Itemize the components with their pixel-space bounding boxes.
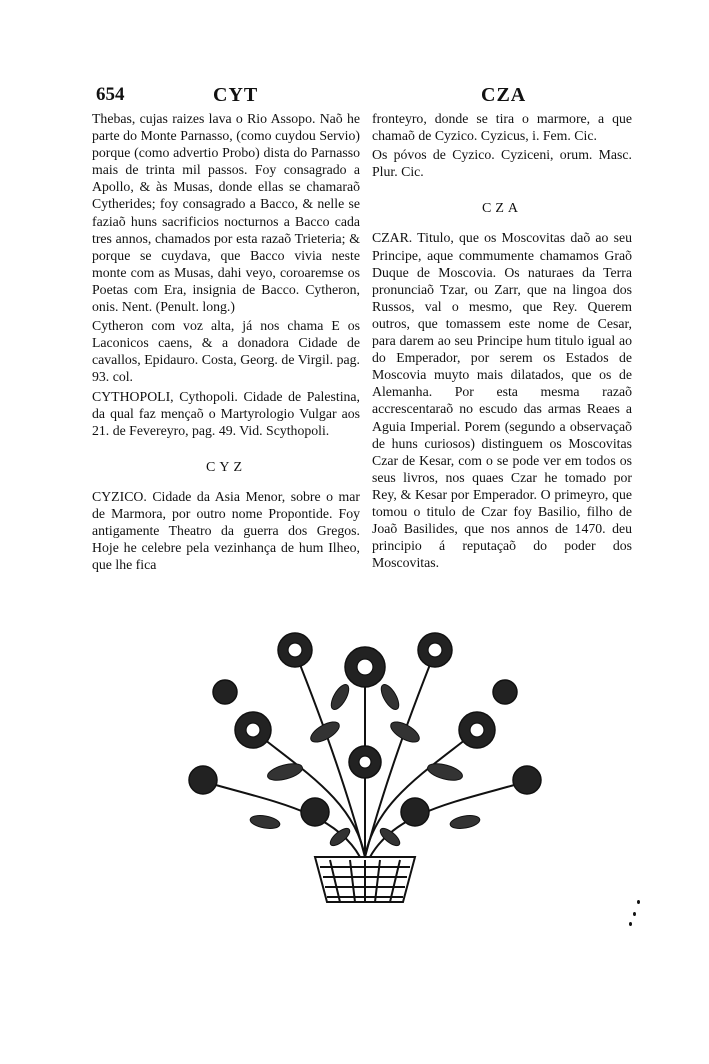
left-column bbox=[92, 110, 360, 575]
running-head-right: CZA bbox=[481, 84, 527, 106]
entry-paragraph: Cytheron com voz alta, já nos chama E os Laconicos caens, & a donadora Cidade de cavallos, Epidauro. Costa, Georg. de Virgil. pag. 93. col. bbox=[92, 318, 360, 385]
floral-basket-ornament bbox=[165, 612, 565, 912]
entry-paragraph: CYTHOPOLI, Cythopoli. Cidade de Palestina, da qual faz mençaõ o Martyrologio Vulgar aos 21. de Fevereyro, pag. 49. Vid. Scythopoli. bbox=[92, 388, 360, 438]
entry-paragraph: CYZICO. Cidade da Asia Menor, sobre o mar de Marmora, por outro nome Propontide. Foy antigamente Theatro da guerra dos Gregos. Hoje he celebre pela vezinhança de hum Ilheo, que lhe fica bbox=[92, 488, 360, 573]
entry-paragraph: Thebas, cujas raizes lava o Rio Assopo. Naõ he parte do Monte Parnasso, (como cuydou Servio) porque (como advertio Probo) dista do Parnasso mais de trinta mil passos. Foy consagrado a Apollo, & às Musas, donde ellas se chamaraõ Cytherides; foy consagrado a Bacco, & nelle se faziaõ huns sacrificios nocturnos a Bacco cada tres annos, chamados por esta razaõ Trieteria; & porque se cuydava, que Bacco vivia neste monte com as Musas, dahi veyo, coroaremse os Poetas com Era, insignia de Bacco. Cytheron, onis. Nent. (Penult. long.) bbox=[92, 111, 360, 315]
running-head-left: CYT bbox=[213, 84, 259, 106]
right-column bbox=[372, 110, 632, 573]
section-heading: CZA bbox=[482, 201, 522, 217]
entry-paragraph: CZAR. Titulo, que os Moscovitas daõ ao seu Principe, aque commumente chamamos Graõ Duque de Moscovia. Os naturaes da Terra pronunciaõ Tzar, ou Zarr, que na lingoa dos Russos, val o mesmo, que Rey. Querem outros, que tomassem este nome de Cesar, para darem ao seu Principe hum titulo igual ao do Emperador, por serem os Estados de Moscovia muyto mais dilatados, que os de Alemanha. Por esta mesma razaõ accrescentaraõ no escudo das armas Reaes a Aguia Imperial. Porem (segundo a observaçaõ de huns curiosos) distinguem os Moscovitas Czar de Kesar, com o se pode ver em todos os seus livros, nos quaes Czar he tomado por Rey, & Kesar por Emperador. O primeyro, que tomou o titulo de Czar foy Basilio, filho de Joaõ Basilides, que nos annos de 1470. deu principio á reputaçaõ do poder dos Moscovitas. bbox=[372, 230, 632, 571]
section-heading: CYZ bbox=[206, 459, 246, 475]
entry-paragraph: Os póvos de Cyzico. Cyziceni, orum. Masc. Plur. Cic. bbox=[372, 147, 632, 180]
entry-paragraph: fronteyro, donde se tira o marmore, a que chamaõ de Cyzico. Cyzicus, i. Fem. Cic. bbox=[372, 111, 632, 144]
page-number: 654 bbox=[96, 84, 125, 105]
